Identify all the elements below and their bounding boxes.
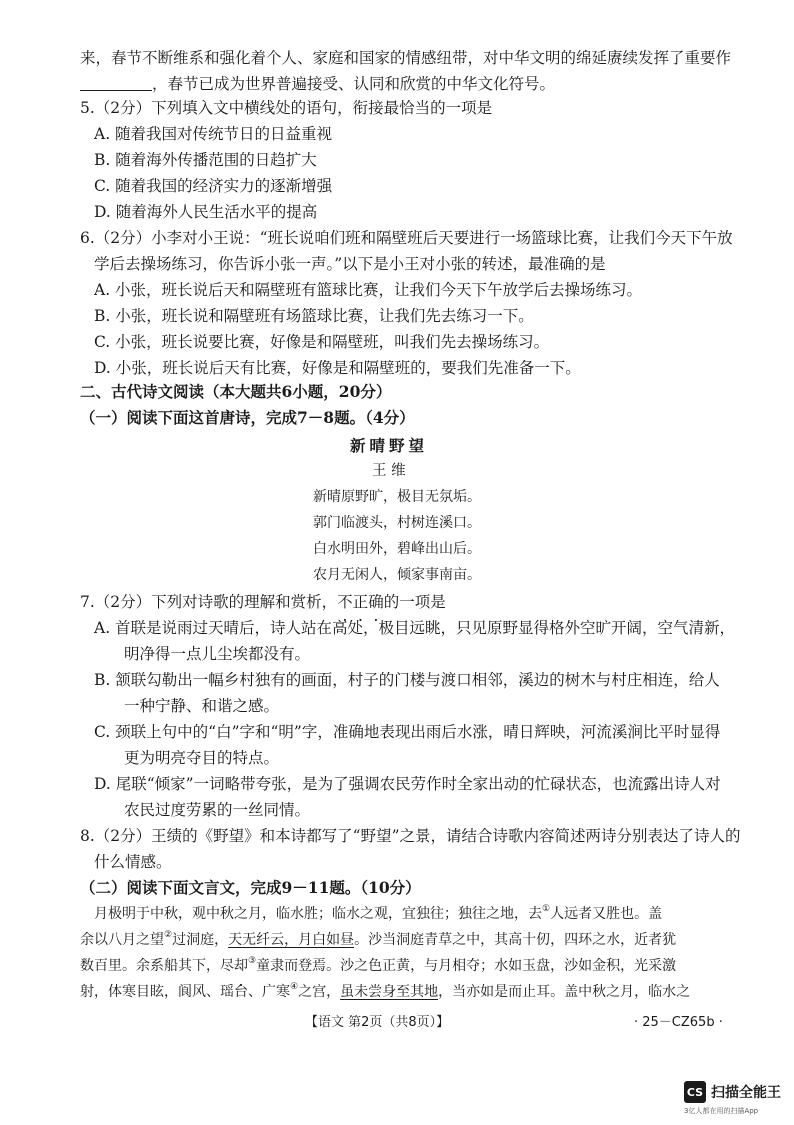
- scanner-watermark: [684, 1081, 781, 1103]
- poem-title: 新晴野望: [350, 436, 429, 455]
- part-1-heading: （一）阅读下面这首唐诗，完成7－8题。（4分）: [80, 408, 415, 427]
- page-number: 【语文 第2页（共8页）】: [305, 1015, 450, 1030]
- q6-stem-2: 学后去操场练习，你告诉小张一声。”以下是小王对小张的转述，最准确的是: [94, 255, 606, 273]
- q8-stem-2: 什么情感。: [94, 853, 172, 871]
- q7-option-c-2: 更为明亮夺目的特点。: [124, 749, 280, 767]
- q7-option-c-1: C. 颈联上句中的“白”字和“明”字，准确地表现出雨后水涨，晴日辉映，河流溪涧比平时显得: [94, 723, 721, 741]
- poem-author: 王 维: [372, 463, 406, 479]
- q5-stem: 5.（2分）下列填入文中横线处的语句，衔接最恰当的一项是: [80, 99, 493, 117]
- passage-line-3: 数百里。余系船其下，尽却③童隶而登焉。沙之色正黄，与月相夺；水如玉盘，沙如金积，光采激: [80, 956, 677, 974]
- intro-line-2: ，春节已成为世界普遍接受、认同和欣赏的中华文化符号。: [80, 74, 555, 94]
- q7-option-b-2: 一种宁静、和谐之感。: [124, 697, 280, 715]
- poem-line-2: 郭门临渡头，村树连溪口。: [313, 515, 481, 531]
- q7-option-d-1: D. 尾联“倾家”一词略带夸张，是为了强调农民劳作时全家出动的忙碌状态，也流露出诗人对: [94, 775, 721, 793]
- q6-option-a: A. 小张，班长说后天和隔壁班有篮球比赛，让我们今天下午放学后去操场练习。: [94, 281, 643, 299]
- q6-stem-1: 6.（2分）小李对小王说：“班长说咱们班和隔壁班后天要进行一场篮球比赛，让我们今天下午放: [80, 229, 733, 247]
- q8-stem-1: 8.（2分）王绩的《野望》和本诗都写了“野望”之景，请结合诗歌内容简述两诗分别表达了诗人的: [80, 827, 741, 845]
- q7-option-d-2: 农民过度劳累的一丝同情。: [124, 801, 311, 819]
- part-2-heading: （二）阅读下面文言文，完成9－11题。（10分）: [80, 878, 421, 897]
- watermark-tagline: 3亿人都在用的扫描App: [684, 1107, 759, 1115]
- passage-line-2: 余以八月之望②过洞庭，天无纤云，月白如昼。沙当洞庭青草之中，其高十仞，四环之水，近者犹: [80, 930, 677, 948]
- q7-option-a-1: A. 首联是说雨过天晴后，诗人站在高处，极目远眺，只见原野显得格外空旷开阔，空气清新，: [94, 619, 736, 637]
- q5-option-c: C. 随着我国的经济实力的逐渐增强: [94, 177, 333, 195]
- intro-line-1: 来，春节不断维系和强化着个人、家庭和国家的情感纽带，对中华文明的绵延赓续发挥了重要作: [80, 49, 732, 67]
- q5-option-d: D. 随着海外人民生活水平的提高: [94, 203, 318, 221]
- q5-option-b: B. 随着海外传播范围的日趋扩大: [94, 151, 317, 169]
- passage-line-4: 射，体寒目眩，阆风、瑶台、广寒④之宫，虽未尝身至其地，当亦如是而止耳。盖中秋之月，临水之: [80, 982, 691, 1000]
- fill-in-blank: [80, 75, 152, 92]
- exam-code: · 25－CZ65b ·: [634, 1015, 723, 1030]
- watermark-name: 扫描全能王: [711, 1085, 781, 1101]
- poem-line-3: 白水明田外，碧峰出山后。: [313, 541, 481, 557]
- q7-stem: 7.（2分）下列对诗歌的理解和赏析，不正确的一项是: [80, 593, 446, 611]
- passage-line-1: 月极明于中秋，观中秋之月，临水胜；临水之观，宜独往；独往之地，去①人远者又胜也。盖: [94, 904, 663, 922]
- q5-option-a: A. 随着我国对传统节日的日益重视: [94, 125, 333, 143]
- q7-option-a-2: 明净得一点儿尘埃都没有。: [124, 645, 311, 663]
- poem-line-4: 农月无闲人，倾家事南亩。: [313, 567, 481, 583]
- q6-option-b: B. 小张，班长说和隔壁班有场篮球比赛，让我们先去练习一下。: [94, 307, 534, 325]
- section-2-heading: 二、古代诗文阅读（本大题共6小题，20分）: [80, 382, 392, 401]
- q6-option-d: D. 小张，班长说后天有比赛，好像是和隔壁班的，要我们先准备一下。: [94, 359, 581, 377]
- q7-option-b-1: B. 颔联勾勒出一幅乡村独有的画面，村子的门楼与渡口相邻，溪边的树木与村庄相连，给人: [94, 671, 720, 689]
- camscanner-logo-icon: CS: [684, 1081, 706, 1103]
- q6-option-c: C. 小张，班长说要比赛，好像是和隔壁班，叫我们先去操场练习。: [94, 333, 550, 351]
- poem-line-1: 新晴原野旷，极目无氛垢。: [313, 489, 481, 505]
